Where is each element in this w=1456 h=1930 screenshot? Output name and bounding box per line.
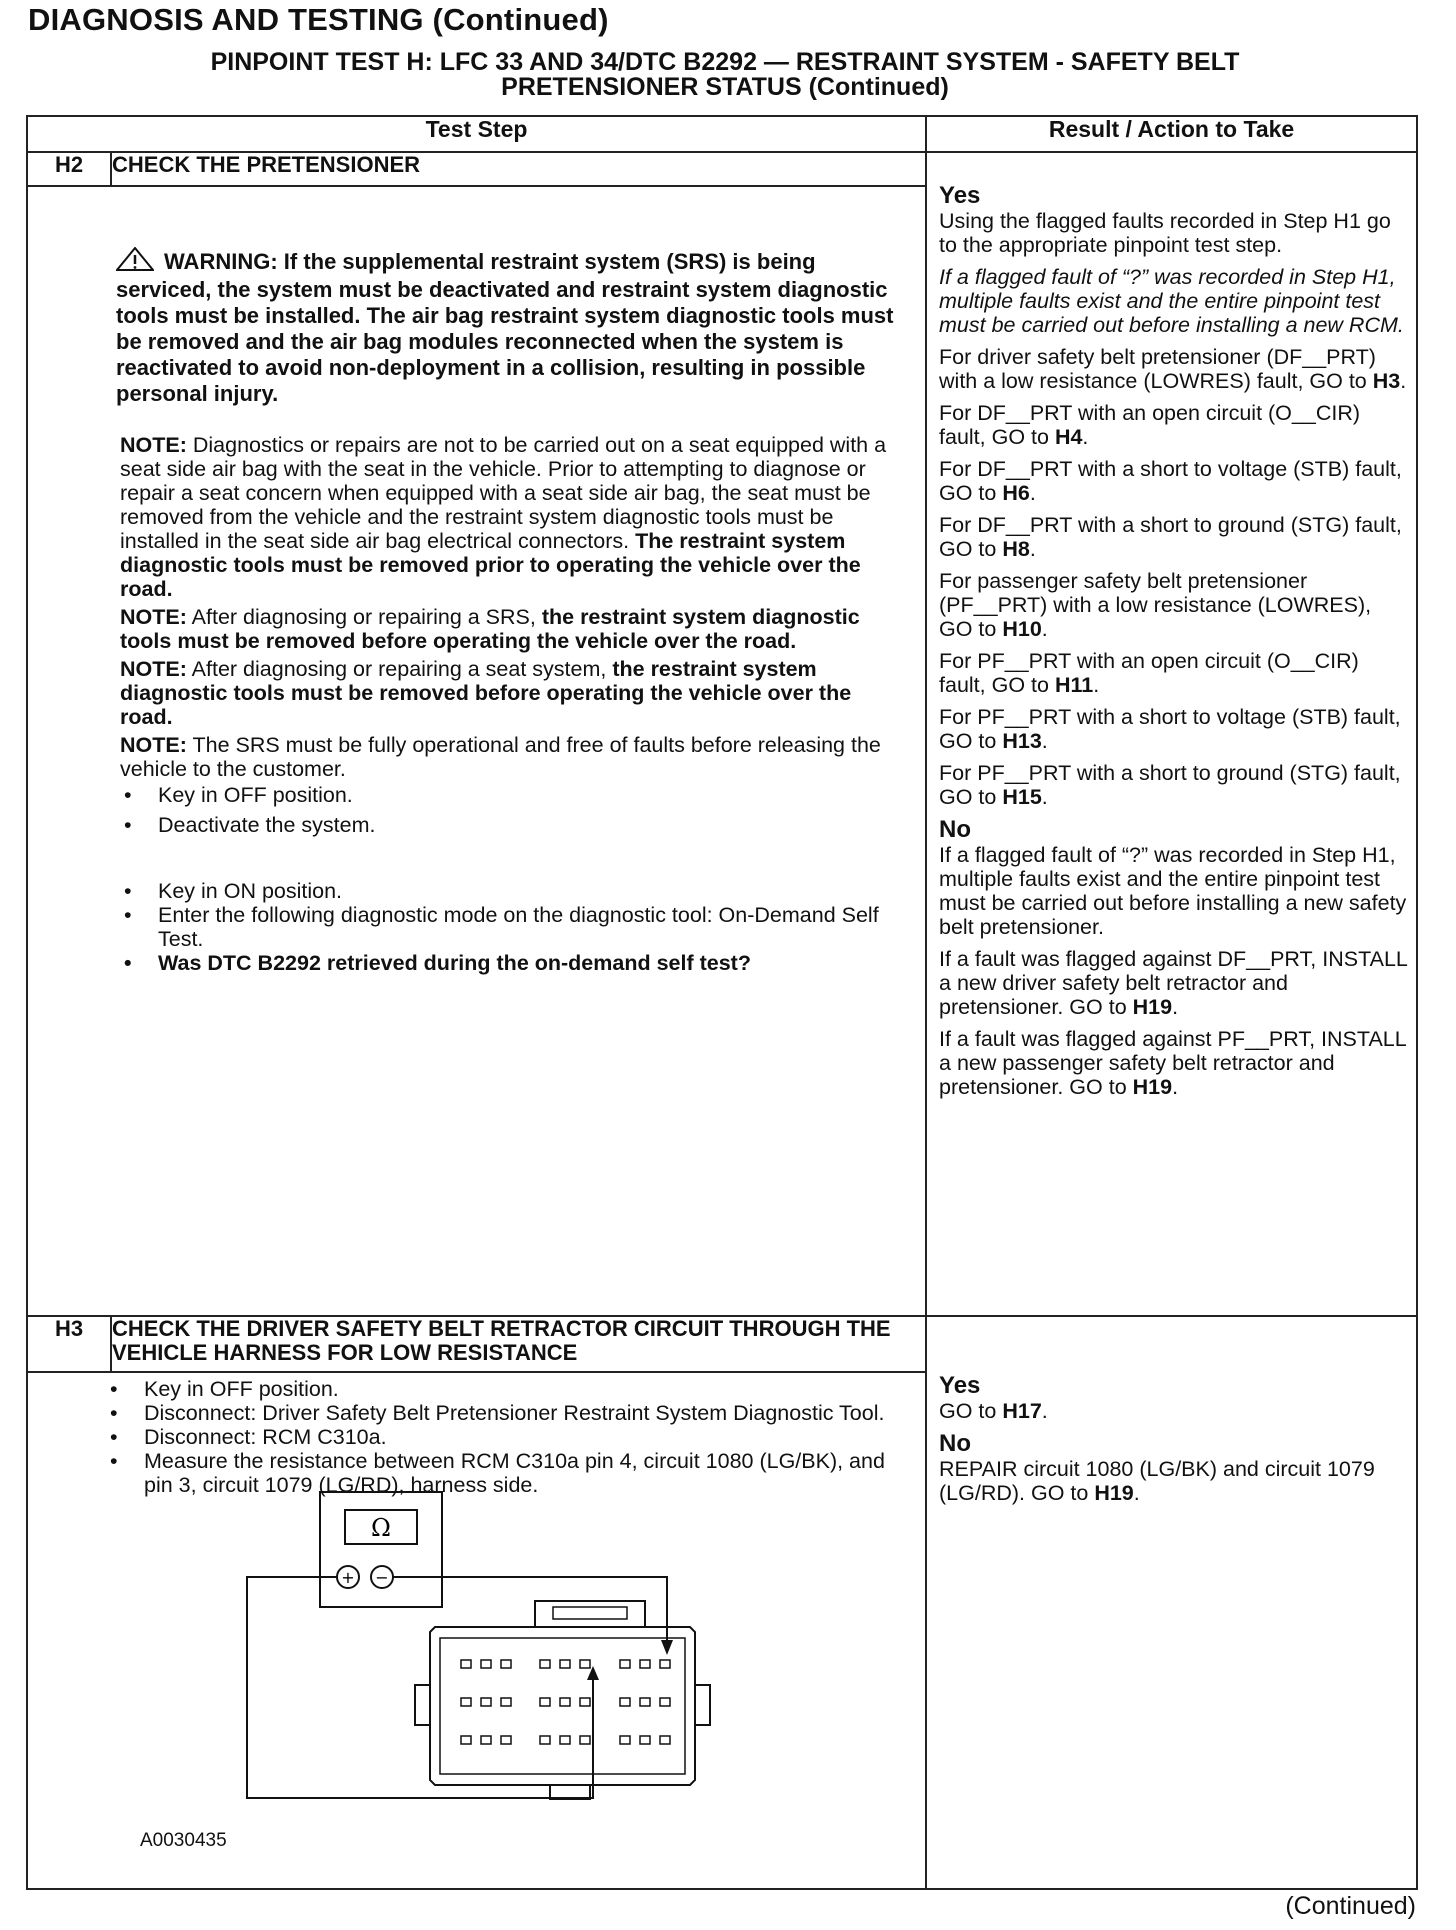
bullet-item: • Disconnect: Driver Safety Belt Pretensioner Restraint System Diagnostic Tool. [106, 1401, 895, 1425]
goto-link[interactable]: H15 [1002, 785, 1042, 809]
warning-block: WARNING: If the supplemental restraint system (SRS) is being serviced, the system must be deactivated and restraint system diagnostic tools must be installed. The air bag restraint system diagnostic tools must be removed and the air bag modules reconnected when the system is reactivated to avoid non-deployment in a collision, resulting in possible personal injury. [116, 249, 894, 406]
result-item: For PF__PRT with an open circuit (O__CIR) fault, GO to H11. [939, 649, 1359, 697]
minus-terminal: − [375, 1568, 389, 1587]
result-item: For driver safety belt pretensioner (DF__PRT) with a low resistance (LOWRES) fault, GO to H3. [939, 345, 1407, 393]
goto-link[interactable]: H11 [1054, 673, 1094, 697]
step-id-h2: H2 [27, 152, 111, 186]
bullet-item: • Deactivate the system. [120, 813, 895, 837]
step-title-h3: CHECK THE DRIVER SAFETY BELT RETRACTOR CIRCUIT THROUGH THE VEHICLE HARNESS FOR LOW RESISTANCE [111, 1316, 926, 1372]
header-test-step: Test Step [27, 116, 926, 152]
yes-label: Yes [939, 1372, 981, 1399]
goto-link[interactable]: H19 [1132, 995, 1173, 1019]
figure-label: A0030435 [140, 1830, 227, 1851]
goto-link[interactable]: H8 [1002, 537, 1030, 561]
bullet-item: • Disconnect: RCM C310a. [106, 1425, 895, 1449]
result-item: For DF__PRT with a short to voltage (STB) fault, GO to H6. [939, 457, 1402, 505]
plus-terminal: + [341, 1568, 355, 1587]
bullet-item: • Key in OFF position. [106, 1377, 895, 1401]
no-instruction: REPAIR circuit 1080 (LG/BK) and circuit 1079 (LG/RD). GO to H19. [939, 1457, 1375, 1505]
bullet-item: • Key in ON position. [120, 879, 895, 903]
note-after-seat-system: NOTE: After diagnosing or repairing a seat system, the restraint system diagnostic tools must be removed before operating the vehicle over the road. [120, 657, 852, 729]
result-item: For DF__PRT with an open circuit (O__CIR) fault, GO to H4. [939, 401, 1361, 449]
yes-label: Yes [939, 182, 981, 209]
yes-instruction: GO to H17. [939, 1399, 1048, 1423]
no-label: No [939, 1430, 972, 1457]
bullet-item: • Enter the following diagnostic mode on the diagnostic tool: On-Demand Self Test. [120, 903, 895, 951]
step-body-h2 [27, 186, 926, 1316]
goto-link[interactable]: H19 [1094, 1481, 1134, 1505]
goto-link[interactable]: H6 [1002, 481, 1030, 505]
warning-triangle-icon [116, 247, 154, 277]
bullet-item: • Key in OFF position. [120, 783, 895, 807]
yes-instruction: Using the flagged faults recorded in Step H1 go to the appropriate pinpoint test step. [939, 209, 1391, 257]
header-result-action: Result / Action to Take [926, 116, 1417, 152]
bullet-item: • Measure the resistance between RCM C310a pin 4, circuit 1080 (LG/BK), and pin 3, circuit 1079 (LG/RD), harness side. [106, 1449, 895, 1497]
no-df-action: If a fault was flagged against DF__PRT, INSTALL a new driver safety belt retractor and pretensioner. GO to H19. [939, 947, 1408, 1019]
page-title: DIAGNOSIS AND TESTING (Continued) [28, 2, 609, 37]
step-id-h3: H3 [27, 1316, 111, 1372]
result-item: For DF__PRT with a short to ground (STG) fault, GO to H8. [939, 513, 1402, 561]
goto-link[interactable]: H3 [1372, 369, 1401, 393]
note-after-srs: NOTE: After diagnosing or repairing a SRS, the restraint system diagnostic tools must be removed before operating the vehicle over the road. [120, 605, 860, 653]
note-srs-operational: NOTE: The SRS must be fully operational and free of faults before releasing the vehicle to the customer. [120, 733, 881, 781]
continued-label: (Continued) [1285, 1892, 1416, 1920]
connector-c310a-icon [415, 1601, 710, 1799]
no-pf-action: If a fault was flagged against PF__PRT, INSTALL a new passenger safety belt retractor and pretensioner. GO to H19. [939, 1027, 1406, 1099]
result-cell-h2 [926, 152, 1417, 1316]
result-item: For PF__PRT with a short to ground (STG) fault, GO to H15. [939, 761, 1401, 809]
goto-link[interactable]: H17 [1002, 1399, 1042, 1423]
goto-link[interactable]: H10 [1002, 617, 1042, 641]
ohmmeter-icon [320, 1492, 442, 1607]
ohm-symbol: Ω [371, 1514, 391, 1542]
bullet-question: • Was DTC B2292 retrieved during the on-demand self test? [120, 951, 895, 975]
step-title-h2: CHECK THE PRETENSIONER [111, 152, 926, 186]
no-multiple-faults-note: If a flagged fault of “?” was recorded in Step H1, multiple faults exist and the entire pinpoint test must be carried out before installing a new safety belt pretensioner. [939, 843, 1407, 939]
pinpoint-test-title: PINPOINT TEST H: LFC 33 AND 34/DTC B2292 — RESTRAINT SYSTEM - SAFETY BELT PRETENSIONER STATUS (Continued) [210, 48, 1240, 101]
yes-multiple-faults-note: If a flagged fault of “?” was recorded in Step H1, multiple faults exist and the entire pinpoint test must be carried out before installing a new RCM. [939, 265, 1404, 337]
goto-link[interactable]: H13 [1002, 729, 1042, 753]
result-item: For passenger safety belt pretensioner (PF__PRT) with a low resistance (LOWRES), GO to H10. [939, 569, 1372, 641]
note-seat-side-airbag: NOTE: Diagnostics or repairs are not to be carried out on a seat equipped with a seat side air bag with the seat in the vehicle. Prior to attempting to diagnose or repair a seat concern when equipped with a seat side air bag, the seat must be removed from the vehicle and the restraint system diagnostic tools must be installed in the seat side air bag electrical connectors. The restraint system diagnostic tools must be removed prior to operating the vehicle over the road. [120, 433, 887, 601]
goto-link[interactable]: H4 [1054, 425, 1083, 449]
resistance-measurement-diagram [235, 1480, 715, 1810]
goto-link[interactable]: H19 [1132, 1075, 1173, 1099]
result-cell-h3 [926, 1316, 1417, 1889]
result-item: For PF__PRT with a short to voltage (STB) fault, GO to H13. [939, 705, 1401, 753]
no-label: No [939, 816, 972, 843]
